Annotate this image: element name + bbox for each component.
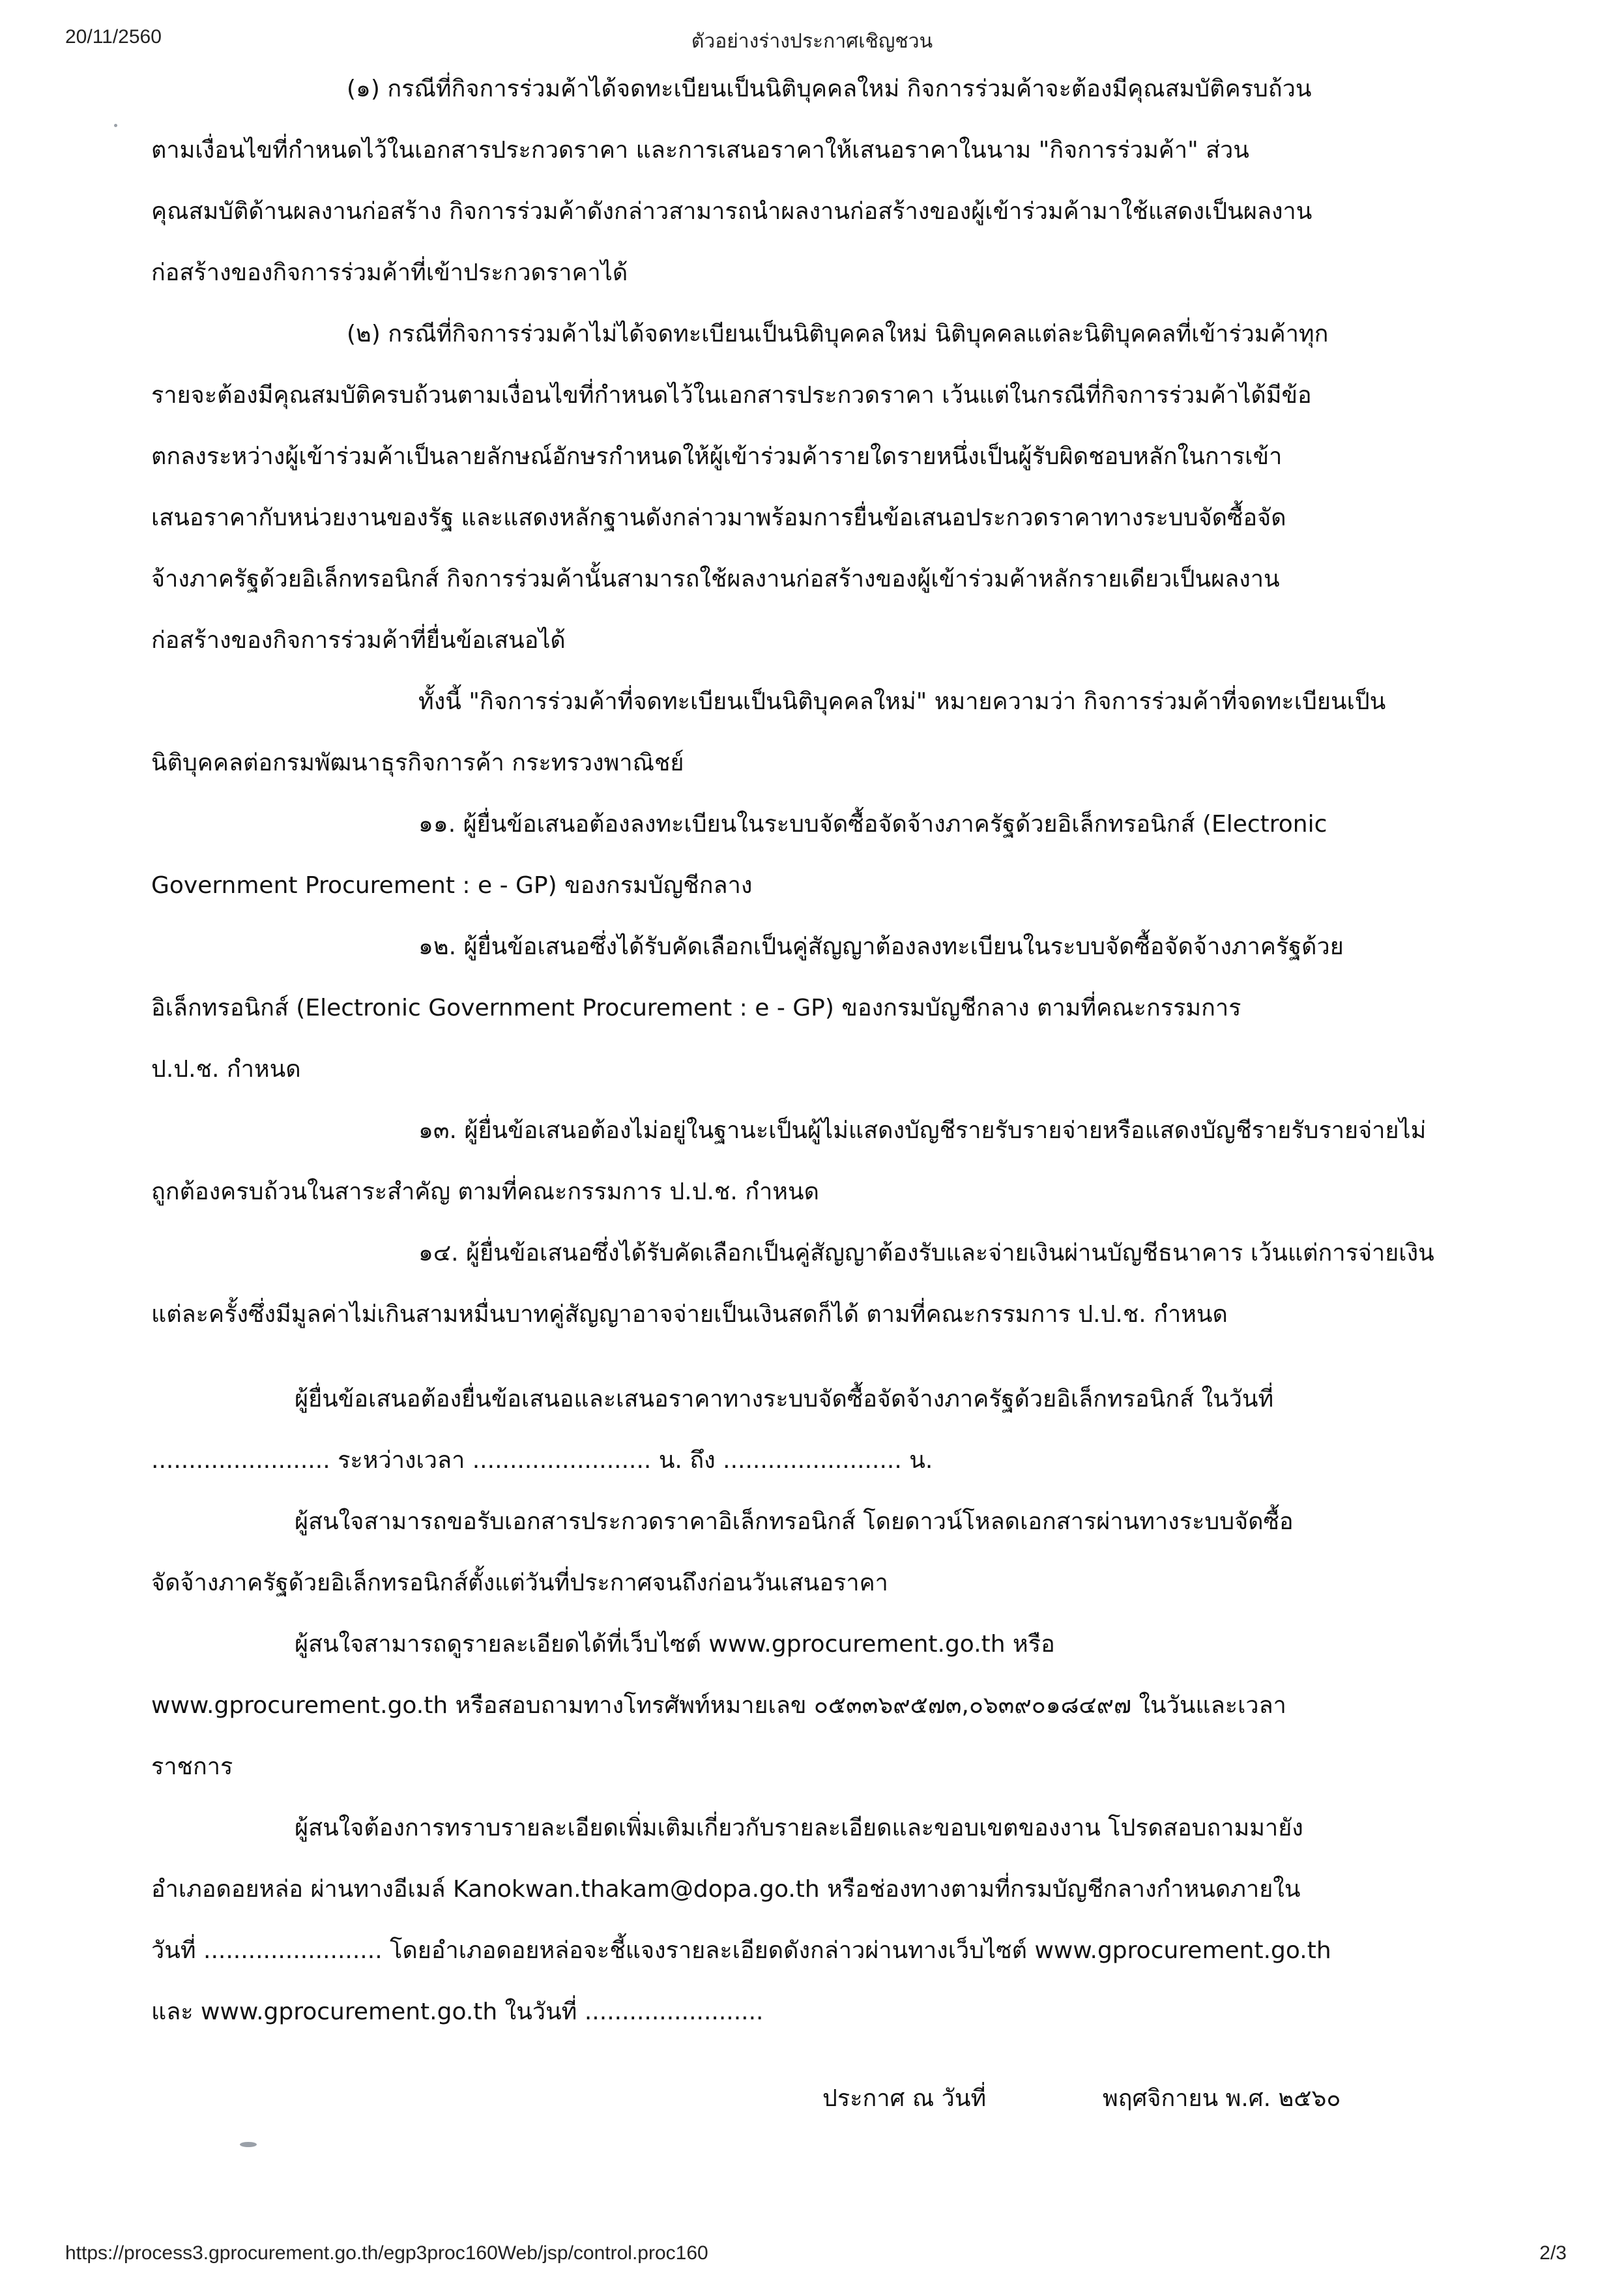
body-line: ตกลงระหว่างผู้เข้าร่วมค้าเป็นลายลักษณ์อักษรกำหนดให้ผู้เข้าร่วมค้ารายใดรายหนึ่งเป็นผู้รับผิดชอบหลักในการเข้า	[151, 443, 1283, 470]
body-line: ๑๒. ผู้ยื่นข้อเสนอซึ่งได้รับคัดเลือกเป็นคู่สัญญาต้องลงทะเบียนในระบบจัดซื้อจัดจ้างภาครัฐด้วย	[418, 933, 1344, 960]
body-line: ป.ป.ช. กำหนด	[151, 1056, 301, 1083]
body-line: จัดจ้างภาครัฐด้วยอิเล็กทรอนิกส์ตั้งแต่วันที่ประกาศจนถึงก่อนวันเสนอราคา	[151, 1570, 888, 1596]
body-line: www.gprocurement.go.th หรือสอบถามทางโทรศัพท์หมายเลข ๐๕๓๓๖๙๕๗๓,๐๖๓๙๐๑๘๔๙๗ ในวันและเวลา	[151, 1692, 1286, 1719]
body-line: ผู้สนใจสามารถขอรับเอกสารประกวดราคาอิเล็กทรอนิกส์ โดยดาวน์โหลดเอกสารผ่านทางระบบจัดซื้อ	[295, 1508, 1294, 1535]
body-line: ทั้งนี้ "กิจการร่วมค้าที่จดทะเบียนเป็นนิติบุคคลใหม่" หมายความว่า กิจการร่วมค้าที่จดทะเบียนเป็น	[418, 688, 1386, 715]
announcement-month: พฤศจิกายน พ.ศ. ๒๕๖๐	[1103, 2085, 1341, 2112]
body-line: ๑๑. ผู้ยื่นข้อเสนอต้องลงทะเบียนในระบบจัดซื้อจัดจ้างภาครัฐด้วยอิเล็กทรอนิกส์ (Electronic	[418, 811, 1327, 838]
body-line: ........................ ระหว่างเวลา ........................ น. ถึง ........................ น.	[151, 1447, 933, 1474]
body-line: (๑) กรณีที่กิจการร่วมค้าได้จดทะเบียนเป็นนิติบุคคลใหม่ กิจการร่วมค้าจะต้องมีคุณสมบัติครบถ้วน	[347, 76, 1312, 102]
body-line: และ www.gprocurement.go.th ในวันที่ ........................	[151, 1998, 764, 2025]
body-line: ตามเงื่อนไขที่กำหนดไว้ในเอกสารประกวดราคา และการเสนอราคาให้เสนอราคาในนาม "กิจการร่วมค้า" ส่วน	[151, 137, 1249, 164]
body-line: รายจะต้องมีคุณสมบัติครบถ้วนตามเงื่อนไขที่กำหนดไว้ในเอกสารประกวดราคา เว้นแต่ในกรณีที่กิจการร่วมค้าได้มีข้อ	[151, 382, 1312, 409]
body-line: วันที่ ........................ โดยอำเภอดอยหล่อจะชี้แจงรายละเอียดดังกล่าวผ่านทางเว็บไซต์ www.gprocurement.go.th	[151, 1937, 1331, 1964]
announcement-label: ประกาศ ณ วันที่	[822, 2085, 987, 2112]
body-line: (๒) กรณีที่กิจการร่วมค้าไม่ได้จดทะเบียนเป็นนิติบุคคลใหม่ นิติบุคคลแต่ละนิติบุคคลที่เข้าร่วมค้าทุก	[347, 321, 1329, 347]
page-title: ตัวอย่างร่างประกาศเชิญชวน	[691, 30, 933, 53]
body-line: ราชการ	[151, 1753, 233, 1780]
body-line: จ้างภาครัฐด้วยอิเล็กทรอนิกส์ กิจการร่วมค้านั้นสามารถใช้ผลงานก่อสร้างของผู้เข้าร่วมค้าหลักรายเดียวเป็นผลงาน	[151, 566, 1280, 593]
body-line: ๑๔. ผู้ยื่นข้อเสนอซึ่งได้รับคัดเลือกเป็นคู่สัญญาต้องรับและจ่ายเงินผ่านบัญชีธนาคาร เว้นแต่การจ่ายเงิน	[418, 1240, 1434, 1266]
body-line: อำเภอดอยหล่อ ผ่านทางอีเมล์ Kanokwan.thakam@dopa.go.th หรือช่องทางตามที่กรมบัญชีกลางกำหนดภายใน	[151, 1876, 1301, 1903]
announcement-date	[822, 2079, 1341, 2116]
scan-speck	[240, 2142, 257, 2147]
body-line: อิเล็กทรอนิกส์ (Electronic Government Procurement : e - GP) ของกรมบัญชีกลาง ตามที่คณะกรรมการ	[151, 995, 1241, 1021]
body-line: คุณสมบัติด้านผลงานก่อสร้าง กิจการร่วมค้าดังกล่าวสามารถนำผลงานก่อสร้างของผู้เข้าร่วมค้ามาใช้แสดงเป็นผลงาน	[151, 198, 1312, 225]
body-line: ถูกต้องครบถ้วนในสาระสำคัญ ตามที่คณะกรรมการ ป.ป.ช. กำหนด	[151, 1179, 819, 1205]
body-line: ๑๓. ผู้ยื่นข้อเสนอต้องไม่อยู่ในฐานะเป็นผู้ไม่แสดงบัญชีรายรับรายจ่ายหรือแสดงบัญชีรายรับรายจ่ายไม่	[418, 1117, 1427, 1144]
body-line: ผู้สนใจต้องการทราบรายละเอียดเพิ่มเติมเกี่ยวกับรายละเอียดและขอบเขตของงาน โปรดสอบถามมายัง	[295, 1815, 1303, 1841]
page-number: 2/3	[1539, 2242, 1567, 2264]
body-line: ผู้ยื่นข้อเสนอต้องยื่นข้อเสนอและเสนอราคาทางระบบจัดซื้อจัดจ้างภาครัฐด้วยอิเล็กทรอนิกส์ ในวันที่	[295, 1386, 1274, 1413]
scan-speck	[114, 124, 117, 127]
body-line: เสนอราคากับหน่วยงานของรัฐ และแสดงหลักฐานดังกล่าวมาพร้อมการยื่นข้อเสนอประกวดราคาทางระบบจัดซื้อจัด	[151, 505, 1286, 531]
body-line: ผู้สนใจสามารถดูรายละเอียดได้ที่เว็บไซต์ www.gprocurement.go.th หรือ	[295, 1631, 1055, 1658]
body-line: ก่อสร้างของกิจการร่วมค้าที่เข้าประกวดราคาได้	[151, 259, 628, 286]
body-line: แต่ละครั้งซึ่งมีมูลค่าไม่เกินสามหมื่นบาทคู่สัญญาอาจจ่ายเป็นเงินสดก็ได้ ตามที่คณะกรรมการ ป.ป.ช. กำหนด	[151, 1301, 1228, 1328]
body-line: Government Procurement : e - GP) ของกรมบัญชีกลาง	[151, 872, 753, 899]
source-url: https://process3.gprocurement.go.th/egp3proc160Web/jsp/control.proc160	[65, 2242, 708, 2264]
body-line: นิติบุคคลต่อกรมพัฒนาธุรกิจการค้า กระทรวงพาณิชย์	[151, 750, 684, 776]
print-date: 20/11/2560	[65, 26, 162, 48]
body-line: ก่อสร้างของกิจการร่วมค้าที่ยื่นข้อเสนอได้	[151, 627, 566, 654]
